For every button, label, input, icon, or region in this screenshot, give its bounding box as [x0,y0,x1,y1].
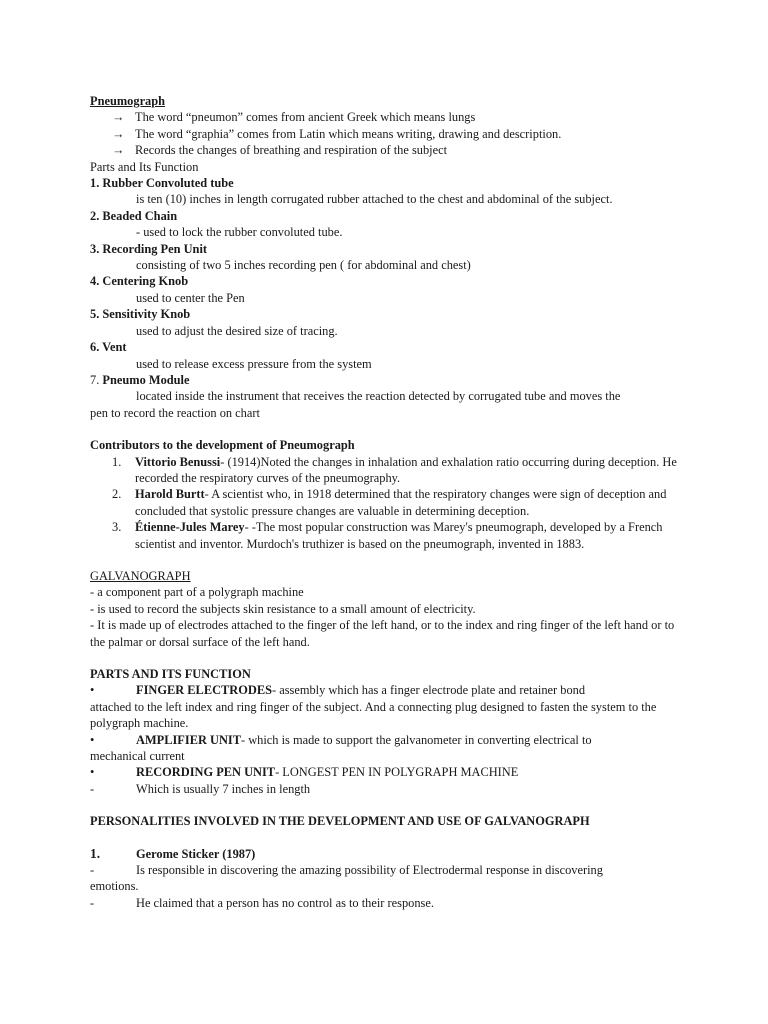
list-text [135,486,682,519]
person-name: Gerome Sticker (1987) [136,846,256,861]
part-name [90,372,682,388]
contributor-name: Vittorio Benussi [135,454,221,469]
galvano-line: - a component part of a polygraph machine [90,585,304,600]
galvano-line: - It is made up of electrodes attached to the finger of the left hand, or to the index and ring finger of the left hand or to the palmar or dorsal surface of the left hand. [90,618,675,649]
galvano-part-desc: - assembly which has a finger electrode plate and retainer bond [271,683,586,698]
galvano-part [90,732,682,765]
galvano-part [90,682,682,731]
dash-icon: - [90,895,95,910]
part-name: 6. Vent [90,340,127,355]
list-number: 3. [112,520,122,535]
galvano-part-name: AMPLIFIER UNIT [136,732,241,747]
arrow-point-text: Records the changes of breathing and respiration of the subject [135,143,448,158]
dash-icon: - [90,863,95,878]
person-detail: Is responsible in discovering the amazing possibility of Electrodermal response in discovering [136,863,603,878]
bullet-line [90,764,682,780]
spacer [90,830,682,846]
bullet-icon: • [90,765,95,780]
bullet-line [90,682,682,698]
pneumograph-title: Pneumograph [90,94,166,108]
galvano-part-desc-continued: attached to the left index and ring finger of the subject. And a connecting plug designed to fasten the system to the polygraph machine. [90,699,657,731]
person-detail-continued: emotions. [90,879,139,894]
galvano-part-desc: - which is made to support the galvanometer in converting electrical to [240,732,592,747]
galvano-part-name: FINGER ELECTRODES [136,683,272,698]
bullet-icon: • [90,683,95,698]
galvano-part [90,764,682,780]
part-name: 2. Beaded Chain [90,208,178,223]
list-text [135,454,682,487]
spacer [90,650,682,666]
part-name-text: Pneumo Module [102,372,190,387]
part-desc: consisting of two 5 inches recording pen ( for abdominal and chest) [136,258,471,273]
list-text [135,519,682,552]
galvano-line: - is used to record the subjects skin resistance to a small amount of electricity. [90,601,476,616]
list-item [90,519,682,552]
arrow-point [90,142,682,158]
arrow-icon: → [112,143,125,158]
contributors-list [90,454,682,552]
contributor-name: Harold Burtt [135,487,205,502]
contributor-name: Étienne-Jules Marey [135,520,245,535]
contributors-heading: Contributors to the development of Pneumograph [90,438,355,453]
bullet-line [90,732,682,748]
dash-icon: - [90,781,95,796]
person-detail: He claimed that a person has no control as to their response. [136,895,434,910]
part-name: 3. Recording Pen Unit [90,241,208,256]
dash-line [90,781,682,797]
galvano-parts-heading: PARTS AND ITS FUNCTION [90,667,251,681]
contributor-desc: - A scientist who, in 1918 determined that the respiratory changes were sign of deception and concluded that systolic pressure changes are valuable in determining deception. [135,487,667,518]
arrow-point-text: The word “graphia” comes from Latin which means writing, drawing and description. [135,126,562,141]
arrow-point-text: The word “pneumon” comes from ancient Greek which means lungs [135,110,476,125]
personalities-heading: PERSONALITIES INVOLVED IN THE DEVELOPMENT AND USE OF GALVANOGRAPH [90,814,590,829]
part-desc-continued: pen to record the reaction on chart [90,405,260,420]
bullet-icon: • [90,732,95,747]
arrow-icon: → [112,110,125,125]
list-number: 1. [112,454,122,469]
list-number: 2. [112,487,122,502]
spacer [90,552,682,568]
part-name: 5. Sensitivity Knob [90,307,191,322]
person-number: 1. [90,845,101,861]
list-item [90,486,682,519]
spacer [90,421,682,437]
person-heading [90,846,682,862]
list-item [90,454,682,487]
arrow-point [90,126,682,142]
contributor-desc: - -The most popular construction was Marey's pneumograph, developed by a French scientist and inventor. Murdoch's truthizer is based on the pneumograph, invented in 1883. [135,520,663,551]
spacer [90,797,682,813]
part-name: 1. Rubber Convoluted tube [90,176,234,191]
document-body [90,93,682,911]
pen-note: Which is usually 7 inches in length [136,781,311,796]
part-desc: - used to lock the rubber convoluted tube. [136,225,343,240]
galvano-part-name: RECORDING PEN UNIT [136,765,276,780]
dash-line [90,862,682,878]
part-desc: is ten (10) inches in length corrugated rubber attached to the chest and abdominal of the subject. [136,192,613,207]
part-name: 4. Centering Knob [90,274,189,289]
arrow-point [90,109,682,125]
part-desc: used to adjust the desired size of tracing. [136,323,338,338]
galvano-part-desc-continued: mechanical current [90,749,185,764]
part-number: 7. [90,372,100,387]
galvano-part-desc: - LONGEST PEN IN POLYGRAPH MACHINE [275,765,519,780]
part-desc: used to release excess pressure from the system [136,356,372,371]
parts-heading: Parts and Its Function [90,159,199,174]
galvanograph-title: GALVANOGRAPH [90,568,191,583]
part-desc: located inside the instrument that receives the reaction detected by corrugated tube and moves the [136,389,621,404]
part-desc: used to center the Pen [136,290,245,305]
arrow-icon: → [112,126,125,141]
contributor-desc: - (1914)Noted the changes in inhalation and exhalation ratio occurring during deception. He recorded the respiratory curves of the pneumography. [135,454,677,485]
dash-line [90,895,682,911]
